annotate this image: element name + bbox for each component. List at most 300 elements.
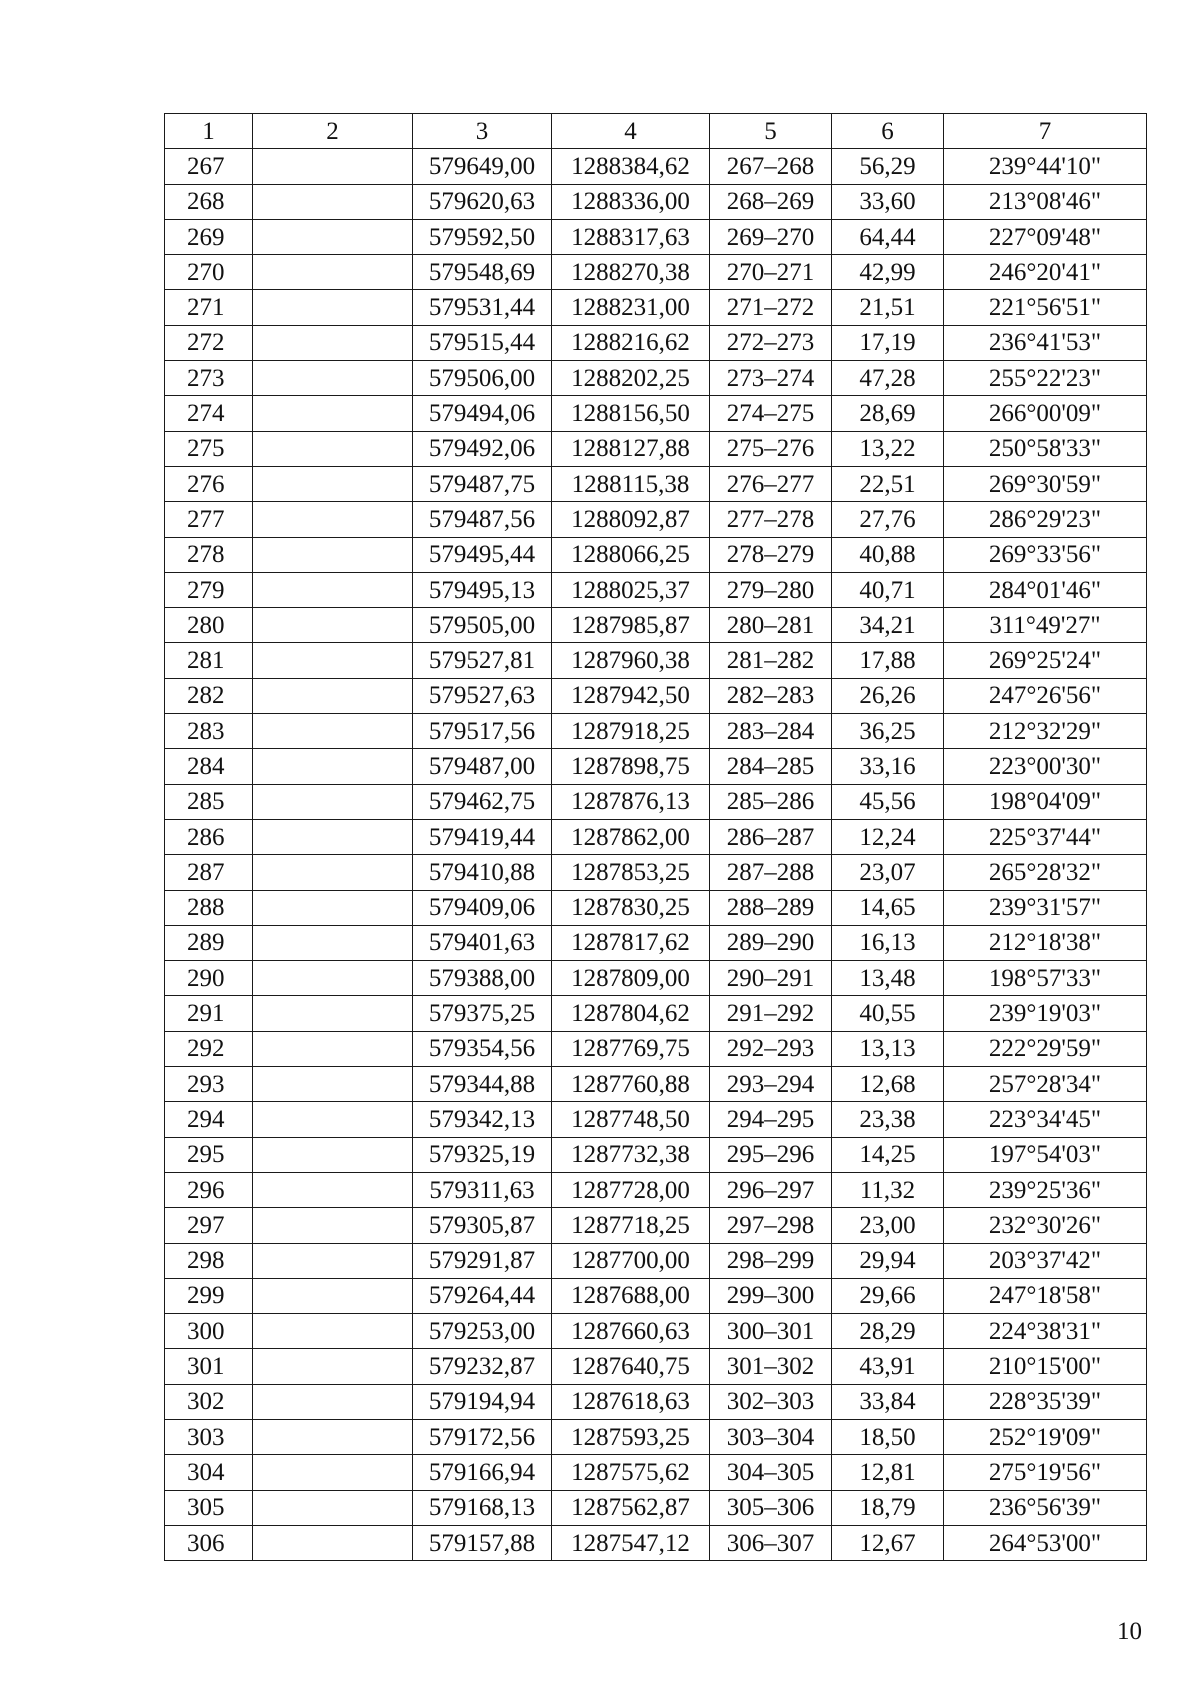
table-cell-col-5: 290–291 bbox=[710, 961, 832, 996]
table-cell-col-2 bbox=[253, 219, 413, 254]
table-cell-col-7: 265°28'32" bbox=[944, 855, 1147, 890]
table-cell-col-1: 286 bbox=[165, 819, 253, 854]
table-cell-col-7: 197°54'03" bbox=[944, 1137, 1147, 1172]
table-cell-col-2 bbox=[253, 1525, 413, 1560]
table-cell-col-7: 212°18'38" bbox=[944, 925, 1147, 960]
table-cell-col-5: 288–289 bbox=[710, 890, 832, 925]
table-cell-col-4: 1287960,38 bbox=[552, 643, 710, 678]
table-cell-col-5: 281–282 bbox=[710, 643, 832, 678]
table-cell-col-2 bbox=[253, 961, 413, 996]
table-row bbox=[165, 1067, 1147, 1102]
table-cell-col-3: 579531,44 bbox=[413, 290, 552, 325]
table-cell-col-6: 17,19 bbox=[832, 325, 944, 360]
table-cell-col-1: 268 bbox=[165, 184, 253, 219]
table-cell-col-6: 45,56 bbox=[832, 784, 944, 819]
table-cell-col-4: 1287809,00 bbox=[552, 961, 710, 996]
table-cell-col-4: 1287830,25 bbox=[552, 890, 710, 925]
table-cell-col-2 bbox=[253, 1314, 413, 1349]
table-cell-col-2 bbox=[253, 255, 413, 290]
table-cell-col-4: 1288216,62 bbox=[552, 325, 710, 360]
table-cell-col-4: 1287985,87 bbox=[552, 608, 710, 643]
table-cell-col-1: 269 bbox=[165, 219, 253, 254]
table-cell-col-7: 246°20'41" bbox=[944, 255, 1147, 290]
table-cell-col-5: 305–306 bbox=[710, 1490, 832, 1525]
column-header-7: 7 bbox=[944, 114, 1147, 149]
table-cell-col-7: 266°00'09" bbox=[944, 396, 1147, 431]
table-cell-col-3: 579409,06 bbox=[413, 890, 552, 925]
table-cell-col-7: 223°34'45" bbox=[944, 1102, 1147, 1137]
table-cell-col-2 bbox=[253, 1419, 413, 1454]
table-cell-col-1: 274 bbox=[165, 396, 253, 431]
table-row bbox=[165, 819, 1147, 854]
column-header-5: 5 bbox=[710, 114, 832, 149]
table-cell-col-2 bbox=[253, 537, 413, 572]
table-cell-col-1: 303 bbox=[165, 1419, 253, 1454]
table-cell-col-5: 303–304 bbox=[710, 1419, 832, 1454]
table-cell-col-7: 212°32'29" bbox=[944, 714, 1147, 749]
table-cell-col-4: 1287918,25 bbox=[552, 714, 710, 749]
table-cell-col-2 bbox=[253, 925, 413, 960]
table-cell-col-1: 277 bbox=[165, 502, 253, 537]
table-cell-col-5: 294–295 bbox=[710, 1102, 832, 1137]
table-cell-col-6: 18,79 bbox=[832, 1490, 944, 1525]
table-row bbox=[165, 219, 1147, 254]
table-cell-col-1: 283 bbox=[165, 714, 253, 749]
table-cell-col-1: 295 bbox=[165, 1137, 253, 1172]
table-cell-col-6: 28,69 bbox=[832, 396, 944, 431]
table-cell-col-4: 1288115,38 bbox=[552, 466, 710, 501]
table-cell-col-7: 239°31'57" bbox=[944, 890, 1147, 925]
table-cell-col-6: 33,84 bbox=[832, 1384, 944, 1419]
table-cell-col-4: 1288202,25 bbox=[552, 361, 710, 396]
table-cell-col-3: 579401,63 bbox=[413, 925, 552, 960]
table-cell-col-5: 284–285 bbox=[710, 749, 832, 784]
table-cell-col-2 bbox=[253, 1172, 413, 1207]
table-cell-col-7: 269°30'59" bbox=[944, 466, 1147, 501]
table-row bbox=[165, 325, 1147, 360]
table-cell-col-2 bbox=[253, 1349, 413, 1384]
table-cell-col-2 bbox=[253, 396, 413, 431]
table-row bbox=[165, 1490, 1147, 1525]
table-cell-col-4: 1287862,00 bbox=[552, 819, 710, 854]
table-cell-col-5: 272–273 bbox=[710, 325, 832, 360]
table-row bbox=[165, 1137, 1147, 1172]
table-cell-col-4: 1287898,75 bbox=[552, 749, 710, 784]
table-cell-col-3: 579527,63 bbox=[413, 678, 552, 713]
table-cell-col-4: 1287688,00 bbox=[552, 1278, 710, 1313]
table-cell-col-3: 579495,44 bbox=[413, 537, 552, 572]
table-cell-col-3: 579527,81 bbox=[413, 643, 552, 678]
table-cell-col-3: 579311,63 bbox=[413, 1172, 552, 1207]
table-row bbox=[165, 1031, 1147, 1066]
table-cell-col-3: 579325,19 bbox=[413, 1137, 552, 1172]
table-cell-col-5: 280–281 bbox=[710, 608, 832, 643]
table-cell-col-7: 224°38'31" bbox=[944, 1314, 1147, 1349]
table-cell-col-4: 1287732,38 bbox=[552, 1137, 710, 1172]
table-cell-col-1: 267 bbox=[165, 149, 253, 184]
table-cell-col-6: 12,24 bbox=[832, 819, 944, 854]
table-row bbox=[165, 255, 1147, 290]
table-cell-col-4: 1287817,62 bbox=[552, 925, 710, 960]
table-cell-col-5: 287–288 bbox=[710, 855, 832, 890]
table-cell-col-7: 223°00'30" bbox=[944, 749, 1147, 784]
table-cell-col-2 bbox=[253, 890, 413, 925]
table-row bbox=[165, 184, 1147, 219]
table-cell-col-7: 210°15'00" bbox=[944, 1349, 1147, 1384]
table-cell-col-1: 298 bbox=[165, 1243, 253, 1278]
table-row bbox=[165, 1314, 1147, 1349]
table-row bbox=[165, 1172, 1147, 1207]
table-cell-col-1: 305 bbox=[165, 1490, 253, 1525]
table-cell-col-3: 579492,06 bbox=[413, 431, 552, 466]
table-cell-col-2 bbox=[253, 819, 413, 854]
table-cell-col-5: 271–272 bbox=[710, 290, 832, 325]
table-cell-col-6: 23,07 bbox=[832, 855, 944, 890]
column-header-4: 4 bbox=[552, 114, 710, 149]
table-cell-col-4: 1288156,50 bbox=[552, 396, 710, 431]
table-row bbox=[165, 714, 1147, 749]
table-cell-col-5: 267–268 bbox=[710, 149, 832, 184]
table-cell-col-4: 1287718,25 bbox=[552, 1208, 710, 1243]
table-cell-col-4: 1287760,88 bbox=[552, 1067, 710, 1102]
table-cell-col-2 bbox=[253, 1031, 413, 1066]
table-cell-col-7: 275°19'56" bbox=[944, 1455, 1147, 1490]
table-cell-col-5: 269–270 bbox=[710, 219, 832, 254]
table-cell-col-2 bbox=[253, 855, 413, 890]
table-cell-col-7: 257°28'34" bbox=[944, 1067, 1147, 1102]
table-cell-col-3: 579548,69 bbox=[413, 255, 552, 290]
table-cell-col-6: 42,99 bbox=[832, 255, 944, 290]
table-cell-col-5: 283–284 bbox=[710, 714, 832, 749]
column-header-2: 2 bbox=[253, 114, 413, 149]
table-row bbox=[165, 290, 1147, 325]
table-cell-col-5: 299–300 bbox=[710, 1278, 832, 1313]
table-cell-col-5: 282–283 bbox=[710, 678, 832, 713]
table-cell-col-2 bbox=[253, 1278, 413, 1313]
table-cell-col-3: 579494,06 bbox=[413, 396, 552, 431]
table-row bbox=[165, 396, 1147, 431]
table-cell-col-2 bbox=[253, 784, 413, 819]
table-cell-col-4: 1288270,38 bbox=[552, 255, 710, 290]
table-row bbox=[165, 996, 1147, 1031]
table-cell-col-6: 18,50 bbox=[832, 1419, 944, 1454]
table-cell-col-4: 1287769,75 bbox=[552, 1031, 710, 1066]
table-cell-col-1: 278 bbox=[165, 537, 253, 572]
table-row bbox=[165, 431, 1147, 466]
table-cell-col-6: 11,32 bbox=[832, 1172, 944, 1207]
table-cell-col-6: 64,44 bbox=[832, 219, 944, 254]
table-cell-col-5: 274–275 bbox=[710, 396, 832, 431]
table-cell-col-1: 273 bbox=[165, 361, 253, 396]
table-cell-col-2 bbox=[253, 325, 413, 360]
table-body bbox=[165, 149, 1147, 1561]
table-cell-col-3: 579305,87 bbox=[413, 1208, 552, 1243]
table-cell-col-2 bbox=[253, 149, 413, 184]
table-cell-col-5: 277–278 bbox=[710, 502, 832, 537]
table-cell-col-2 bbox=[253, 678, 413, 713]
table-cell-col-7: 247°26'56" bbox=[944, 678, 1147, 713]
table-cell-col-1: 291 bbox=[165, 996, 253, 1031]
table-cell-col-4: 1287547,12 bbox=[552, 1525, 710, 1560]
table-cell-col-2 bbox=[253, 1102, 413, 1137]
table-cell-col-7: 269°25'24" bbox=[944, 643, 1147, 678]
table-cell-col-1: 296 bbox=[165, 1172, 253, 1207]
table-cell-col-5: 293–294 bbox=[710, 1067, 832, 1102]
table-cell-col-7: 236°41'53" bbox=[944, 325, 1147, 360]
table-row bbox=[165, 1419, 1147, 1454]
table-cell-col-6: 43,91 bbox=[832, 1349, 944, 1384]
table-cell-col-5: 301–302 bbox=[710, 1349, 832, 1384]
table-cell-col-3: 579506,00 bbox=[413, 361, 552, 396]
table-row bbox=[165, 537, 1147, 572]
table-cell-col-7: 239°19'03" bbox=[944, 996, 1147, 1031]
table-cell-col-3: 579515,44 bbox=[413, 325, 552, 360]
table-cell-col-2 bbox=[253, 466, 413, 501]
table-cell-col-7: 311°49'27" bbox=[944, 608, 1147, 643]
table-cell-col-5: 298–299 bbox=[710, 1243, 832, 1278]
table-cell-col-5: 306–307 bbox=[710, 1525, 832, 1560]
table-cell-col-4: 1288092,87 bbox=[552, 502, 710, 537]
table-cell-col-2 bbox=[253, 184, 413, 219]
table-cell-col-7: 203°37'42" bbox=[944, 1243, 1147, 1278]
table-cell-col-2 bbox=[253, 608, 413, 643]
table-cell-col-4: 1287942,50 bbox=[552, 678, 710, 713]
table-cell-col-1: 272 bbox=[165, 325, 253, 360]
table-row bbox=[165, 149, 1147, 184]
table-cell-col-2 bbox=[253, 749, 413, 784]
table-cell-col-1: 287 bbox=[165, 855, 253, 890]
table-cell-col-1: 270 bbox=[165, 255, 253, 290]
table-row bbox=[165, 890, 1147, 925]
table-cell-col-2 bbox=[253, 1137, 413, 1172]
table-cell-col-4: 1288231,00 bbox=[552, 290, 710, 325]
table-cell-col-7: 255°22'23" bbox=[944, 361, 1147, 396]
table-cell-col-3: 579487,56 bbox=[413, 502, 552, 537]
table-cell-col-3: 579291,87 bbox=[413, 1243, 552, 1278]
table-cell-col-3: 579375,25 bbox=[413, 996, 552, 1031]
table-cell-col-7: 198°57'33" bbox=[944, 961, 1147, 996]
table-cell-col-6: 40,55 bbox=[832, 996, 944, 1031]
table-cell-col-2 bbox=[253, 1208, 413, 1243]
page-number: 10 bbox=[1117, 1618, 1142, 1645]
table-cell-col-1: 290 bbox=[165, 961, 253, 996]
table-cell-col-3: 579462,75 bbox=[413, 784, 552, 819]
table-cell-col-6: 40,88 bbox=[832, 537, 944, 572]
table-cell-col-4: 1288384,62 bbox=[552, 149, 710, 184]
table-cell-col-1: 281 bbox=[165, 643, 253, 678]
table-cell-col-6: 29,66 bbox=[832, 1278, 944, 1313]
table-cell-col-4: 1287700,00 bbox=[552, 1243, 710, 1278]
table-cell-col-3: 579419,44 bbox=[413, 819, 552, 854]
table-cell-col-4: 1288066,25 bbox=[552, 537, 710, 572]
table-cell-col-3: 579388,00 bbox=[413, 961, 552, 996]
table-cell-col-7: 221°56'51" bbox=[944, 290, 1147, 325]
table-cell-col-3: 579487,75 bbox=[413, 466, 552, 501]
table-row bbox=[165, 643, 1147, 678]
table-cell-col-5: 278–279 bbox=[710, 537, 832, 572]
column-header-6: 6 bbox=[832, 114, 944, 149]
table-cell-col-5: 296–297 bbox=[710, 1172, 832, 1207]
table-cell-col-2 bbox=[253, 1490, 413, 1525]
table-cell-col-6: 21,51 bbox=[832, 290, 944, 325]
table-cell-col-4: 1288336,00 bbox=[552, 184, 710, 219]
table-row bbox=[165, 678, 1147, 713]
table-row bbox=[165, 1349, 1147, 1384]
table-cell-col-2 bbox=[253, 1243, 413, 1278]
table-cell-col-1: 292 bbox=[165, 1031, 253, 1066]
table-cell-col-6: 36,25 bbox=[832, 714, 944, 749]
table-cell-col-1: 282 bbox=[165, 678, 253, 713]
table-cell-col-3: 579592,50 bbox=[413, 219, 552, 254]
table-cell-col-7: 286°29'23" bbox=[944, 502, 1147, 537]
table-cell-col-7: 198°04'09" bbox=[944, 784, 1147, 819]
table-cell-col-5: 285–286 bbox=[710, 784, 832, 819]
table-cell-col-5: 291–292 bbox=[710, 996, 832, 1031]
table-row bbox=[165, 1384, 1147, 1419]
table-cell-col-3: 579168,13 bbox=[413, 1490, 552, 1525]
table-cell-col-4: 1288025,37 bbox=[552, 572, 710, 607]
table-cell-col-3: 579649,00 bbox=[413, 149, 552, 184]
table-cell-col-6: 12,67 bbox=[832, 1525, 944, 1560]
table-cell-col-6: 28,29 bbox=[832, 1314, 944, 1349]
table-cell-col-5: 295–296 bbox=[710, 1137, 832, 1172]
table-cell-col-4: 1287853,25 bbox=[552, 855, 710, 890]
table-row bbox=[165, 572, 1147, 607]
table-cell-col-5: 270–271 bbox=[710, 255, 832, 290]
coordinates-table bbox=[164, 113, 1147, 1561]
table-cell-col-6: 33,60 bbox=[832, 184, 944, 219]
table-cell-col-2 bbox=[253, 714, 413, 749]
table-cell-col-7: 222°29'59" bbox=[944, 1031, 1147, 1066]
table-cell-col-2 bbox=[253, 1384, 413, 1419]
table-cell-col-6: 23,38 bbox=[832, 1102, 944, 1137]
table-cell-col-1: 297 bbox=[165, 1208, 253, 1243]
table-cell-col-7: 213°08'46" bbox=[944, 184, 1147, 219]
table-cell-col-5: 279–280 bbox=[710, 572, 832, 607]
table-cell-col-4: 1287640,75 bbox=[552, 1349, 710, 1384]
table-cell-col-6: 40,71 bbox=[832, 572, 944, 607]
table-cell-col-2 bbox=[253, 1067, 413, 1102]
table-cell-col-4: 1287593,25 bbox=[552, 1419, 710, 1454]
table-cell-col-6: 12,81 bbox=[832, 1455, 944, 1490]
table-cell-col-7: 284°01'46" bbox=[944, 572, 1147, 607]
table-cell-col-3: 579172,56 bbox=[413, 1419, 552, 1454]
table-cell-col-1: 279 bbox=[165, 572, 253, 607]
table-cell-col-5: 304–305 bbox=[710, 1455, 832, 1490]
table-row bbox=[165, 502, 1147, 537]
table-cell-col-5: 289–290 bbox=[710, 925, 832, 960]
table-cell-col-6: 26,26 bbox=[832, 678, 944, 713]
table-row bbox=[165, 1278, 1147, 1313]
table-cell-col-3: 579232,87 bbox=[413, 1349, 552, 1384]
table-cell-col-1: 304 bbox=[165, 1455, 253, 1490]
table-row bbox=[165, 1455, 1147, 1490]
table-cell-col-1: 301 bbox=[165, 1349, 253, 1384]
table-cell-col-7: 227°09'48" bbox=[944, 219, 1147, 254]
table-cell-col-1: 288 bbox=[165, 890, 253, 925]
table-cell-col-6: 16,13 bbox=[832, 925, 944, 960]
table-cell-col-2 bbox=[253, 502, 413, 537]
table-cell-col-6: 34,21 bbox=[832, 608, 944, 643]
table-cell-col-1: 294 bbox=[165, 1102, 253, 1137]
table-cell-col-3: 579354,56 bbox=[413, 1031, 552, 1066]
table-cell-col-7: 252°19'09" bbox=[944, 1419, 1147, 1454]
table-cell-col-7: 247°18'58" bbox=[944, 1278, 1147, 1313]
table-cell-col-2 bbox=[253, 643, 413, 678]
table-cell-col-6: 14,65 bbox=[832, 890, 944, 925]
table-cell-col-4: 1288317,63 bbox=[552, 219, 710, 254]
table-cell-col-4: 1287804,62 bbox=[552, 996, 710, 1031]
table-cell-col-1: 284 bbox=[165, 749, 253, 784]
table-cell-col-4: 1287876,13 bbox=[552, 784, 710, 819]
table-cell-col-4: 1288127,88 bbox=[552, 431, 710, 466]
table-cell-col-7: 225°37'44" bbox=[944, 819, 1147, 854]
table-cell-col-1: 289 bbox=[165, 925, 253, 960]
table-cell-col-3: 579410,88 bbox=[413, 855, 552, 890]
table-cell-col-6: 14,25 bbox=[832, 1137, 944, 1172]
table-cell-col-7: 269°33'56" bbox=[944, 537, 1147, 572]
column-header-1: 1 bbox=[165, 114, 253, 149]
table-cell-col-6: 23,00 bbox=[832, 1208, 944, 1243]
table-cell-col-4: 1287728,00 bbox=[552, 1172, 710, 1207]
table-row bbox=[165, 855, 1147, 890]
table-cell-col-6: 13,48 bbox=[832, 961, 944, 996]
table-cell-col-2 bbox=[253, 572, 413, 607]
table-cell-col-2 bbox=[253, 361, 413, 396]
table-cell-col-1: 280 bbox=[165, 608, 253, 643]
table-cell-col-1: 275 bbox=[165, 431, 253, 466]
table-row bbox=[165, 608, 1147, 643]
table-cell-col-4: 1287660,63 bbox=[552, 1314, 710, 1349]
table-cell-col-6: 27,76 bbox=[832, 502, 944, 537]
column-header-3: 3 bbox=[413, 114, 552, 149]
table-cell-col-4: 1287575,62 bbox=[552, 1455, 710, 1490]
table-cell-col-2 bbox=[253, 431, 413, 466]
table-row bbox=[165, 961, 1147, 996]
table-cell-col-4: 1287748,50 bbox=[552, 1102, 710, 1137]
table-row bbox=[165, 784, 1147, 819]
table-row bbox=[165, 1102, 1147, 1137]
table-cell-col-5: 292–293 bbox=[710, 1031, 832, 1066]
table-row bbox=[165, 466, 1147, 501]
table-cell-col-5: 275–276 bbox=[710, 431, 832, 466]
table-cell-col-6: 12,68 bbox=[832, 1067, 944, 1102]
table-cell-col-5: 268–269 bbox=[710, 184, 832, 219]
table-cell-col-5: 276–277 bbox=[710, 466, 832, 501]
table-cell-col-6: 33,16 bbox=[832, 749, 944, 784]
table-cell-col-5: 297–298 bbox=[710, 1208, 832, 1243]
table-cell-col-1: 306 bbox=[165, 1525, 253, 1560]
table-cell-col-3: 579342,13 bbox=[413, 1102, 552, 1137]
table-cell-col-7: 228°35'39" bbox=[944, 1384, 1147, 1419]
table-cell-col-7: 239°25'36" bbox=[944, 1172, 1147, 1207]
table-row bbox=[165, 1208, 1147, 1243]
table-cell-col-1: 285 bbox=[165, 784, 253, 819]
table-cell-col-3: 579495,13 bbox=[413, 572, 552, 607]
table-cell-col-6: 17,88 bbox=[832, 643, 944, 678]
table-cell-col-3: 579264,44 bbox=[413, 1278, 552, 1313]
table-cell-col-3: 579344,88 bbox=[413, 1067, 552, 1102]
table-cell-col-6: 47,28 bbox=[832, 361, 944, 396]
table-cell-col-2 bbox=[253, 290, 413, 325]
table-cell-col-1: 271 bbox=[165, 290, 253, 325]
table-cell-col-6: 29,94 bbox=[832, 1243, 944, 1278]
table-cell-col-2 bbox=[253, 996, 413, 1031]
table-cell-col-3: 579487,00 bbox=[413, 749, 552, 784]
table-cell-col-5: 286–287 bbox=[710, 819, 832, 854]
table-cell-col-3: 579157,88 bbox=[413, 1525, 552, 1560]
table-row bbox=[165, 749, 1147, 784]
